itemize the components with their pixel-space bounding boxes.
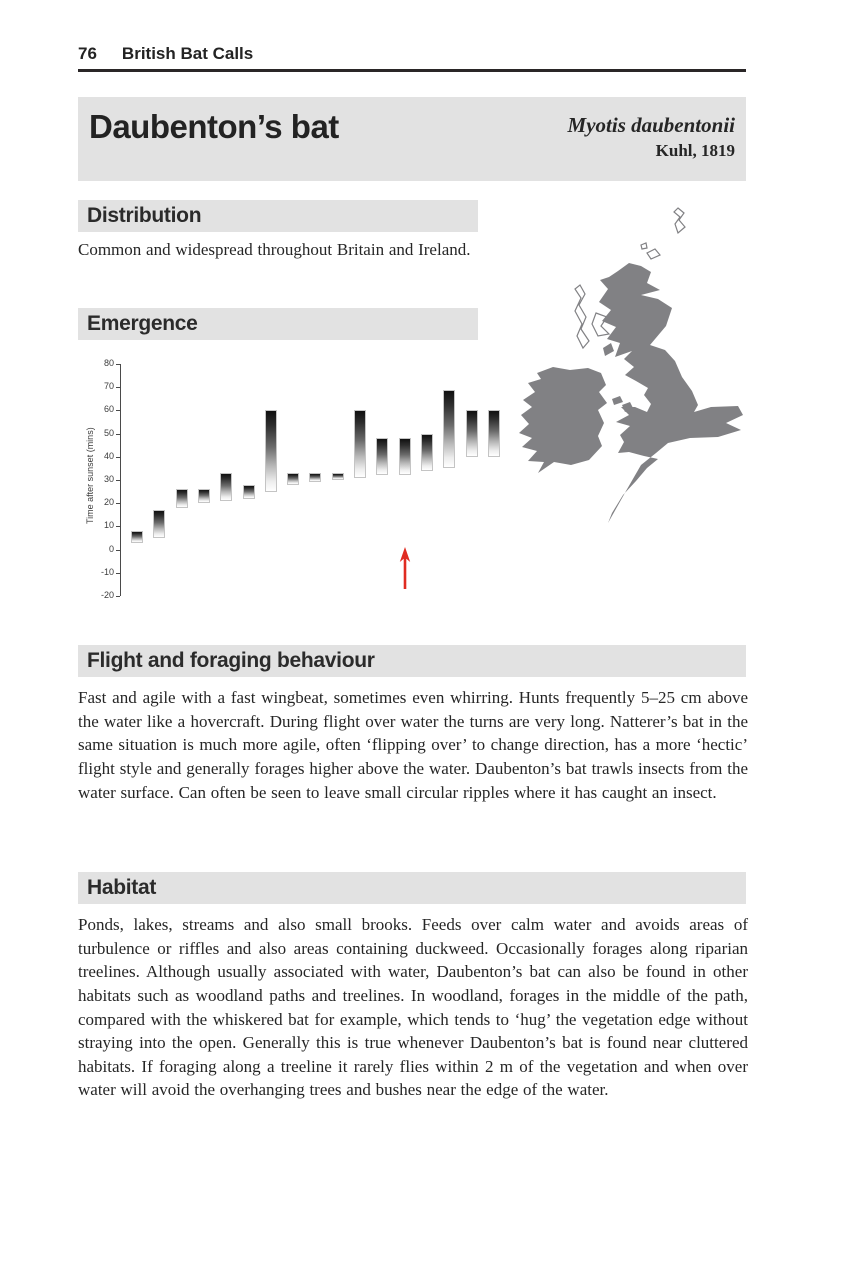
page-number: 76 bbox=[78, 44, 97, 63]
section-heading-habitat: Habitat bbox=[78, 872, 746, 904]
emergence-range-bar bbox=[153, 510, 165, 538]
emergence-range-bar bbox=[399, 438, 411, 475]
y-tick-mark bbox=[116, 526, 120, 527]
y-tick-label: 40 bbox=[103, 450, 114, 461]
y-tick-mark bbox=[116, 480, 120, 481]
emergence-range-bar bbox=[220, 473, 232, 501]
species-scientific-name: Myotis daubentonii bbox=[567, 113, 735, 137]
y-tick-mark bbox=[116, 573, 120, 574]
y-tick-label: 60 bbox=[103, 404, 114, 415]
distribution-map bbox=[508, 193, 750, 545]
emergence-range-bar bbox=[421, 434, 433, 471]
emergence-chart-plot bbox=[85, 358, 513, 600]
running-header bbox=[78, 44, 746, 64]
emergence-range-bar bbox=[466, 410, 478, 456]
species-title-block bbox=[78, 97, 746, 181]
y-tick-mark bbox=[116, 410, 120, 411]
species-common-name: Daubenton’s bat bbox=[89, 108, 339, 145]
section-heading-emergence: Emergence bbox=[78, 308, 478, 340]
y-tick-label: -20 bbox=[100, 590, 114, 600]
red-arrow-icon bbox=[398, 547, 412, 589]
y-tick-label: 30 bbox=[103, 474, 114, 484]
map-great-britain bbox=[599, 263, 743, 523]
map-orkney bbox=[641, 243, 660, 259]
y-tick-mark bbox=[116, 550, 120, 551]
y-tick-label: 10 bbox=[103, 520, 114, 531]
y-tick-label: 80 bbox=[103, 358, 114, 368]
emergence-chart bbox=[80, 352, 512, 604]
section-heading-distribution: Distribution bbox=[78, 200, 478, 232]
map-islay bbox=[603, 343, 614, 356]
map-skye bbox=[592, 313, 609, 336]
y-tick-mark bbox=[116, 457, 120, 458]
distribution-text: Common and widespread throughout Britain and Ireland. bbox=[78, 240, 471, 259]
y-tick-label: 20 bbox=[103, 497, 114, 508]
y-tick-label: 0 bbox=[108, 543, 114, 554]
species-name-block bbox=[568, 109, 735, 181]
book-title: British Bat Calls bbox=[121, 44, 254, 63]
emergence-range-bar bbox=[131, 531, 143, 543]
map-shetland bbox=[674, 208, 685, 233]
y-tick-mark bbox=[116, 503, 120, 504]
y-tick-mark bbox=[116, 434, 120, 435]
emergence-range-bar bbox=[243, 485, 255, 499]
y-tick-mark bbox=[116, 596, 120, 597]
emergence-range-bar bbox=[287, 473, 299, 485]
y-tick-label: -10 bbox=[100, 566, 114, 577]
y-tick-label: 50 bbox=[103, 427, 114, 438]
map-ireland bbox=[519, 367, 607, 473]
habitat-text: Ponds, lakes, streams and also small brooks. Feeds over calm water and avoids areas of turbulence or riffles and also areas containing duckweed. Occasionally forages along riparian treelines. Although usually associated with water, Daubenton’s bat can also be found in other habitats such as woodland paths and treelines. In woodland, forages in the middle of the path, compared with the whiskered bat for example, which tends to ‘hug’ the vegetation edge without straying into the open. Generally this is true whenever Daubenton’s bat is found near cluttered habitats. If foraging along a treeline it rarely flies within 2 m of the vegetation and when over water will avoid the overhanging trees and bushes near the edge of the water. bbox=[78, 915, 748, 1100]
chart-y-axis-label: Time after sunset (mins) bbox=[85, 427, 95, 525]
y-tick-mark bbox=[116, 364, 120, 365]
species-authority: Kuhl, 1819 bbox=[655, 141, 735, 161]
map-anglesey bbox=[612, 396, 623, 405]
y-tick-mark bbox=[116, 387, 120, 388]
map-hebrides bbox=[575, 285, 589, 348]
emergence-range-bar bbox=[265, 410, 277, 491]
emergence-range-bar bbox=[309, 473, 321, 482]
emergence-range-bar bbox=[176, 489, 188, 508]
emergence-range-bar bbox=[443, 390, 455, 469]
emergence-range-bar bbox=[354, 410, 366, 477]
emergence-range-bar bbox=[376, 438, 388, 475]
section-heading-flight: Flight and foraging behaviour bbox=[78, 645, 746, 677]
y-tick-label: 70 bbox=[103, 381, 114, 392]
flight-text: Fast and agile with a fast wingbeat, sometimes even whirring. Hunts frequently 5–25 cm above the water like a hovercraft. During flight over water the turns are very long. Natterer’s bat in the same situation is much more agile, often ‘flipping over’ to change direction, has a more ‘hectic’ flight style and generally forages higher above the water. Daubenton’s bat trawls insects from the water surface. Can often be seen to leave small circular ripples where it has caught an insect. bbox=[78, 688, 748, 802]
emergence-range-bar bbox=[198, 489, 210, 503]
header-rule bbox=[78, 69, 746, 72]
red-arrow-shape bbox=[399, 547, 409, 589]
emergence-range-bar bbox=[332, 473, 344, 480]
emergence-range-bar bbox=[488, 410, 500, 456]
